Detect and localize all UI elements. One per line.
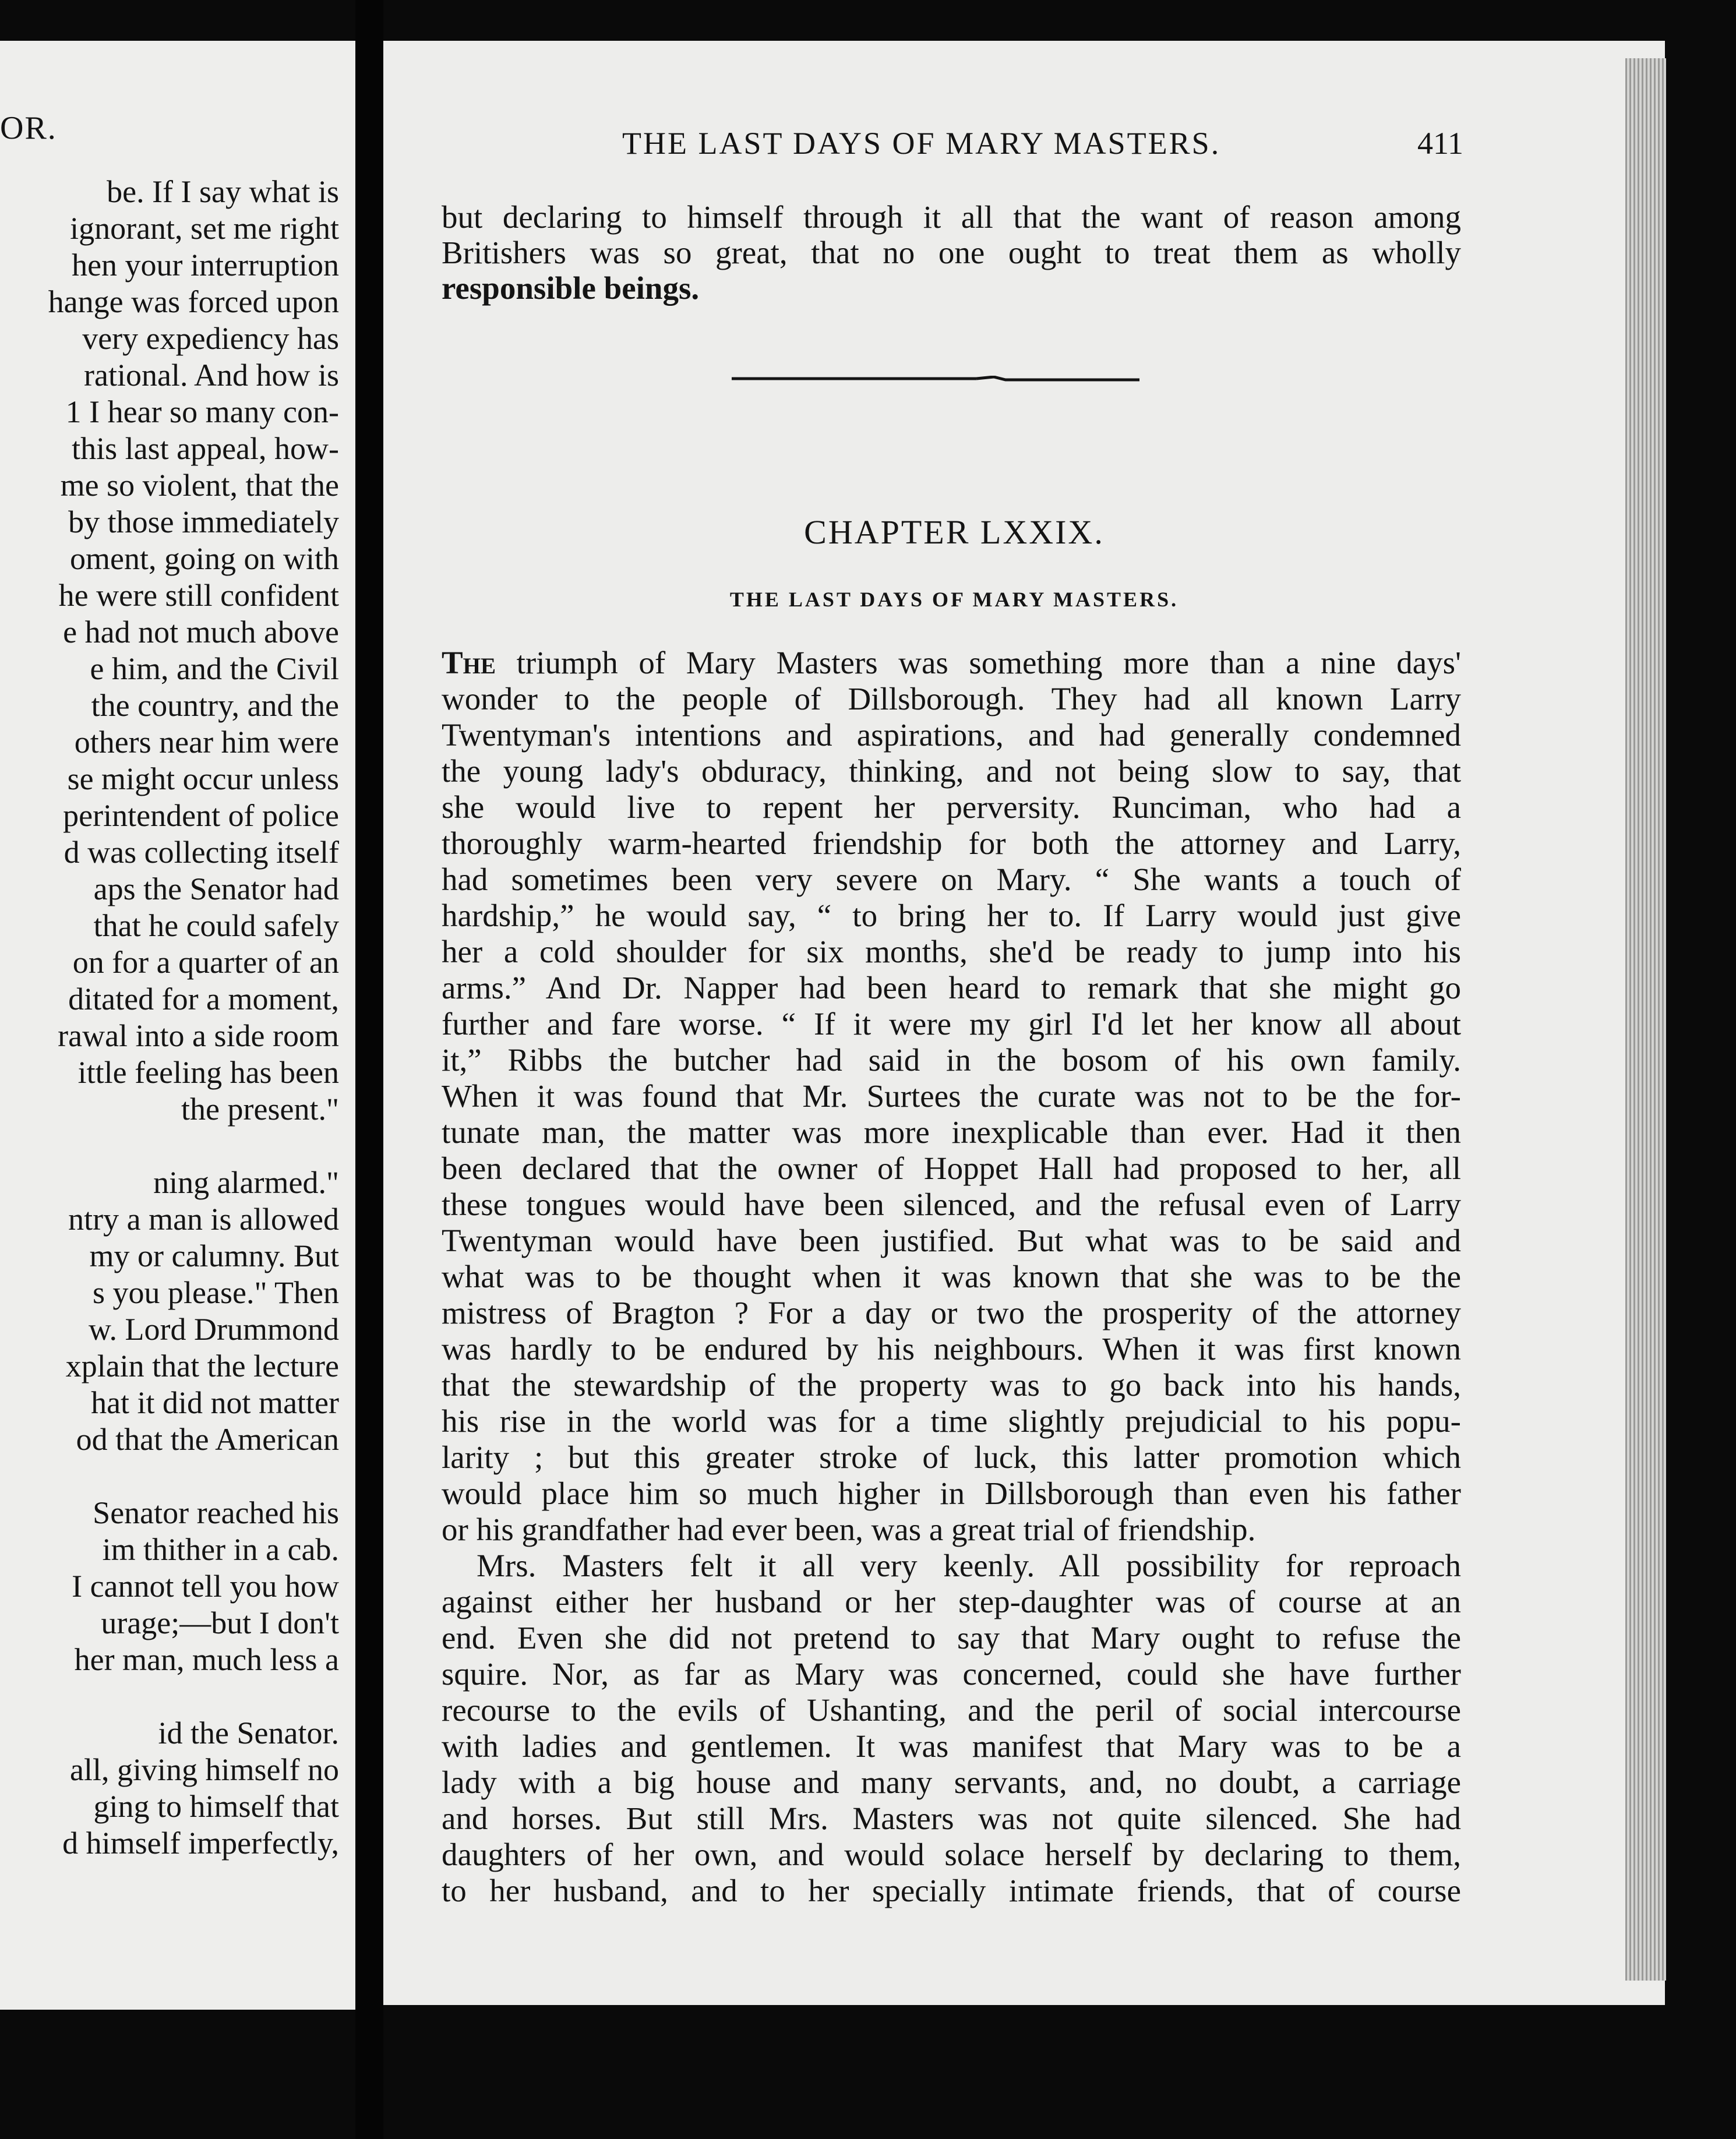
left-text-line: rational. And how is [84, 358, 339, 393]
left-text-line: d was collecting itself [63, 835, 339, 870]
text-line: the young lady's obduracy, thinking, and not being slow to say, that [442, 753, 1461, 789]
left-text-line: e him, and the Civil [90, 651, 339, 686]
left-text-line: oment, going on with [70, 541, 339, 576]
text-line: larity ; but this greater stroke of luck, this latter promotion which [442, 1439, 1461, 1475]
text-line: and horses. But still Mrs. Masters was not quite silenced. She had [442, 1801, 1461, 1836]
left-text-line: xplain that the lecture [65, 1349, 339, 1383]
left-text-line: all, giving himself no [70, 1752, 339, 1787]
text-line: thoroughly warm-hearted friendship for both the attorney and Larry, [442, 825, 1461, 861]
left-text-line: ning alarmed." [153, 1165, 339, 1200]
text-line: Twentyman's intentions and aspirations, and had generally condemned [442, 717, 1461, 753]
text-line: Britishers was so great, that no one ought to treat them as wholly [442, 235, 1461, 270]
left-text-line: Senator reached his [93, 1495, 339, 1530]
first-line-rest: triumph of Mary Masters was something more than a nine days' [516, 645, 1461, 680]
left-text-line: by those immediately [68, 504, 339, 539]
left-text-line: this last appeal, how- [72, 431, 339, 466]
left-text-line: ignorant, set me right [70, 211, 339, 246]
left-page [0, 41, 355, 2010]
left-page-header: OR. [0, 110, 57, 146]
text-line: these tongues would have been silenced, and the refusal even of Larry [442, 1187, 1461, 1222]
text-line: When it was found that Mr. Surtees the curate was not to be the for- [442, 1078, 1461, 1114]
text-line: had sometimes been very severe on Mary. “ She wants a touch of [442, 862, 1461, 897]
left-text-line: od that the American [76, 1422, 339, 1457]
section-divider [732, 376, 1139, 382]
book-gutter [355, 0, 383, 2139]
left-text-line: on for a quarter of an [72, 945, 339, 980]
left-text-line: aps the Senator had [93, 871, 339, 906]
text-line: she would live to repent her perversity. Runciman, who had a [442, 789, 1461, 825]
text-line: arms.” And Dr. Napper had been heard to remark that she might go [442, 970, 1461, 1005]
first-body-line [442, 647, 1461, 679]
left-text-line: e had not much above [63, 615, 339, 650]
left-text-line: d himself imperfectly, [62, 1826, 339, 1861]
left-text-line: ntry a man is allowed [68, 1202, 339, 1237]
text-line: what was to be thought when it was known that she was to be the [442, 1259, 1461, 1294]
left-text-line: her man, much less a [74, 1642, 339, 1677]
text-line: but declaring to himself through it all that the want of reason among [442, 199, 1461, 235]
left-text-line: w. Lord Drummond [89, 1312, 339, 1347]
left-text-line: hen your interruption [72, 248, 339, 283]
text-line: to her husband, and to her specially intimate friends, that of course [442, 1873, 1461, 1908]
text-line: Twentyman would have been justified. But what was to be said and [442, 1223, 1461, 1258]
text-line: his rise in the world was for a time slightly prejudicial to his popu- [442, 1403, 1461, 1439]
page-number: 411 [1417, 126, 1463, 161]
left-text-line: I cannot tell you how [72, 1569, 339, 1604]
left-text-line: se might occur unless [67, 761, 339, 796]
left-text-line: urage;—but I don't [101, 1605, 339, 1640]
text-line: that the stewardship of the property was to go back into his hands, [442, 1367, 1461, 1403]
text-line: daughters of her own, and would solace herself by declaring to them, [442, 1837, 1461, 1872]
text-line: her a cold shoulder for six months, she'd be ready to jump into his [442, 934, 1461, 969]
text-line: responsible beings. [442, 270, 700, 306]
left-text-line: perintendent of police [63, 798, 339, 833]
text-line: lady with a big house and many servants, and, no doubt, a carriage [442, 1764, 1461, 1800]
left-text-line: me so violent, that the [60, 468, 339, 503]
chapter-subtitle: THE LAST DAYS OF MARY MASTERS. [729, 588, 1179, 611]
left-text-line: ittle feeling has been [77, 1055, 339, 1090]
left-text-line: be. If I say what is [107, 174, 339, 209]
text-line: recourse to the evils of Ushanting, and the peril of social intercourse [442, 1692, 1461, 1728]
chapter-title: CHAPTER LXXIX. [804, 513, 1105, 551]
left-text-line: my or calumny. But [89, 1238, 339, 1273]
left-text-line: the country, and the [91, 688, 339, 723]
running-head: THE LAST DAYS OF MARY MASTERS. [622, 126, 1221, 161]
text-line: with ladies and gentlemen. It was manifest that Mary was to be a [442, 1728, 1461, 1764]
text-line: it,” Ribbs the butcher had said in the bosom of his own family. [442, 1042, 1461, 1078]
text-line: wonder to the people of Dillsborough. They had all known Larry [442, 681, 1461, 716]
text-line: Mrs. Masters felt it all very keenly. All possibility for reproach [477, 1548, 1461, 1583]
left-text-line: 1 I hear so many con- [65, 394, 339, 429]
left-text-line: others near him were [74, 725, 339, 760]
text-line: further and fare worse. “ If it were my girl I'd let her know all about [442, 1006, 1461, 1042]
left-text-line: ditated for a moment, [68, 982, 339, 1016]
left-text-line: rawal into a side room [58, 1018, 339, 1053]
left-text-line: he were still confident [58, 578, 339, 613]
left-text-line: hat it did not matter [91, 1385, 339, 1420]
page-edge-stack [1625, 58, 1666, 1981]
right-page [383, 41, 1665, 2005]
text-line: hardship,” he would say, “ to bring her to. If Larry would just give [442, 898, 1461, 933]
left-text-line: im thither in a cab. [102, 1532, 339, 1567]
text-line: tunate man, the matter was more inexplicable than ever. Had it then [442, 1114, 1461, 1150]
text-line: would place him so much higher in Dillsborough than even his father [442, 1476, 1461, 1511]
text-line: was hardly to be endured by his neighbours. When it was first known [442, 1331, 1461, 1367]
left-text-line: that he could safely [93, 908, 339, 943]
left-text-line: the present." [181, 1092, 339, 1127]
left-text-line: very expediency has [82, 321, 339, 356]
left-text-line: s you please." Then [93, 1275, 339, 1310]
left-text-line: id the Senator. [158, 1716, 339, 1750]
text-line: squire. Nor, as far as Mary was concerned, could she have further [442, 1656, 1461, 1692]
text-line: or his grandfather had ever been, was a great trial of friendship. [442, 1512, 1256, 1547]
text-line: against either her husband or her step-daughter was of course at an [442, 1584, 1461, 1619]
text-line: been declared that the owner of Hoppet Hall had proposed to her, all [442, 1150, 1461, 1186]
text-line: mistress of Bragton ? For a day or two the prosperity of the attorney [442, 1295, 1461, 1330]
left-text-line: hange was forced upon [48, 284, 339, 319]
text-line: end. Even she did not pretend to say that Mary ought to refuse the [442, 1620, 1461, 1656]
drop-word: The [442, 645, 496, 680]
left-text-line: ging to himself that [93, 1789, 339, 1824]
